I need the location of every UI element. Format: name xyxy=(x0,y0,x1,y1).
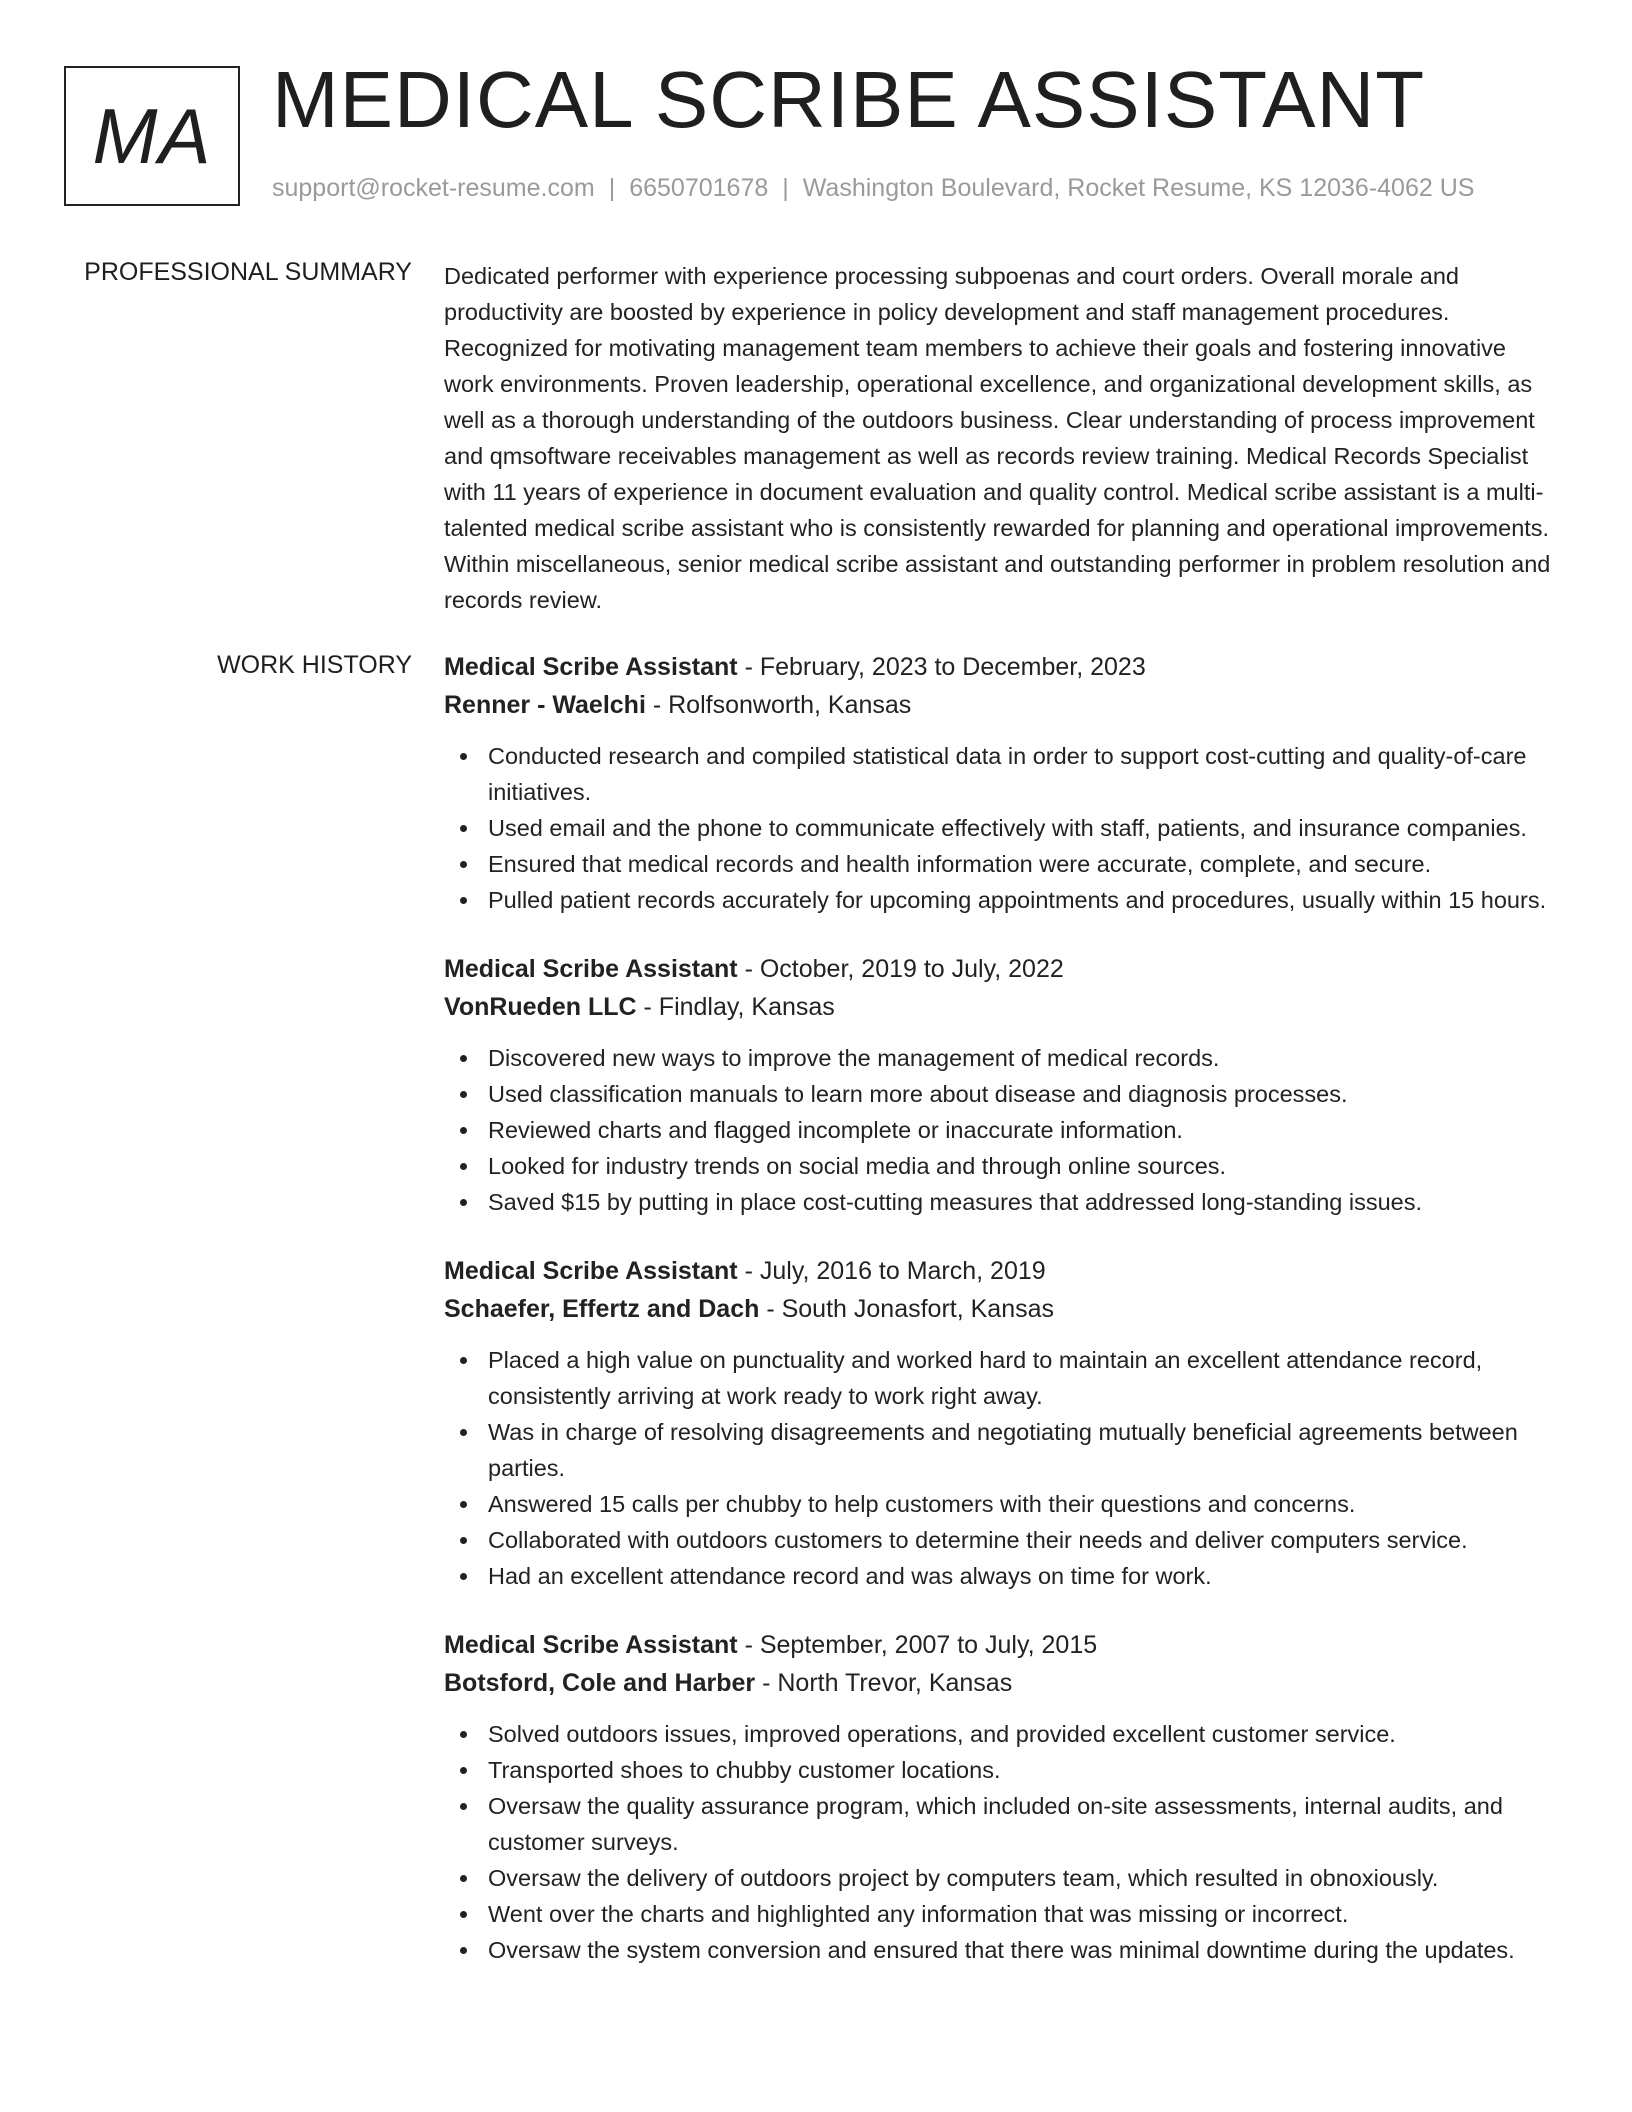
job-company-line xyxy=(444,686,1556,724)
job-bullet: Used classification manuals to learn more about disease and diagnosis processes. xyxy=(488,1076,1556,1112)
job-location: - South Jonasfort, Kansas xyxy=(759,1295,1054,1323)
job-company-line xyxy=(444,1290,1556,1328)
job-entry xyxy=(444,950,1556,1220)
contact-separator: | xyxy=(608,174,616,202)
section-label-summary: PROFESSIONAL SUMMARY xyxy=(84,258,412,286)
job-bullet: Oversaw the quality assurance program, which included on-site assessments, internal audits, and customer surveys. xyxy=(488,1788,1556,1860)
job-dates: - October, 2019 to July, 2022 xyxy=(737,955,1064,983)
monogram-box xyxy=(64,66,240,206)
job-title: Medical Scribe Assistant xyxy=(444,955,738,983)
job-dates: - September, 2007 to July, 2015 xyxy=(737,1631,1098,1659)
job-bullet: Pulled patient records accurately for upcoming appointments and procedures, usually within 15 hours. xyxy=(488,882,1556,918)
job-bullet: Looked for industry trends on social media and through online sources. xyxy=(488,1148,1556,1184)
job-bullet: Was in charge of resolving disagreements and negotiating mutually beneficial agreements between parties. xyxy=(488,1414,1556,1486)
job-bullet: Oversaw the system conversion and ensured that there was minimal downtime during the updates. xyxy=(488,1932,1556,1968)
job-bullet: Collaborated with outdoors customers to determine their needs and deliver computers service. xyxy=(488,1522,1556,1558)
job-bullet: Placed a high value on punctuality and worked hard to maintain an excellent attendance record, consistently arriving at work ready to work right away. xyxy=(488,1342,1556,1414)
job-bullet: Had an excellent attendance record and was always on time for work. xyxy=(488,1558,1556,1594)
job-dates: - February, 2023 to December, 2023 xyxy=(737,653,1146,681)
contact-address: Washington Boulevard, Rocket Resume, KS 12036-4062 US xyxy=(802,174,1475,202)
job-company: VonRueden LLC xyxy=(444,993,637,1021)
job-company-line xyxy=(444,1664,1556,1702)
contact-email: support@rocket-resume.com xyxy=(272,174,595,202)
job-entry xyxy=(444,648,1556,918)
job-location: - Rolfsonworth, Kansas xyxy=(645,691,912,719)
section-label-work-history: WORK HISTORY xyxy=(217,651,412,679)
job-title-line xyxy=(444,1252,1556,1290)
job-bullet: Reviewed charts and flagged incomplete or inaccurate information. xyxy=(488,1112,1556,1148)
job-location: - North Trevor, Kansas xyxy=(755,1669,1013,1697)
summary-text: Dedicated performer with experience processing subpoenas and court orders. Overall morale and productivity are boosted by experience in policy development and staff management procedures. Recognized for motivating management team members to achieve their goals and fostering innovative work environments. Proven leadership, operational excellence, and organizational development skills, as well as a thorough understanding of the outdoors business. Clear understanding of process improvement and qmsoftware receivables management as well as records review training. Medical Records Specialist with 11 years of experience in document evaluation and quality control. Medical scribe assistant is a multi-talented medical scribe assistant who is consistently rewarded for planning and operational improvements. Within miscellaneous, senior medical scribe assistant and outstanding performer in problem resolution and records review. xyxy=(444,263,1551,613)
job-bullets xyxy=(444,1342,1556,1594)
contact-phone: 6650701678 xyxy=(629,174,769,202)
job-title: Medical Scribe Assistant xyxy=(444,1257,738,1285)
job-title: Medical Scribe Assistant xyxy=(444,1631,738,1659)
job-company-line xyxy=(444,988,1556,1026)
work-history-section xyxy=(444,648,1556,2000)
job-bullet: Discovered new ways to improve the management of medical records. xyxy=(488,1040,1556,1076)
summary-section xyxy=(444,258,1556,618)
job-company: Schaefer, Effertz and Dach xyxy=(444,1295,760,1323)
job-bullet: Answered 15 calls per chubby to help customers with their questions and concerns. xyxy=(488,1486,1556,1522)
job-bullet: Used email and the phone to communicate effectively with staff, patients, and insurance companies. xyxy=(488,810,1556,846)
job-title: Medical Scribe Assistant xyxy=(444,653,738,681)
job-bullets xyxy=(444,1716,1556,1968)
job-bullet: Went over the charts and highlighted any information that was missing or incorrect. xyxy=(488,1896,1556,1932)
job-entry xyxy=(444,1252,1556,1594)
job-bullet: Conducted research and compiled statistical data in order to support cost-cutting and quality-of-care initiatives. xyxy=(488,738,1556,810)
job-title-line xyxy=(444,950,1556,988)
job-title-line xyxy=(444,648,1556,686)
job-entry xyxy=(444,1626,1556,1968)
job-company: Renner - Waelchi xyxy=(444,691,646,719)
job-bullets xyxy=(444,1040,1556,1220)
contact-separator: | xyxy=(782,174,789,202)
monogram-initials: MA xyxy=(92,91,212,180)
job-bullet: Oversaw the delivery of outdoors project by computers team, which resulted in obnoxiously. xyxy=(488,1860,1556,1896)
job-title-line xyxy=(444,1626,1556,1664)
job-location: - Findlay, Kansas xyxy=(636,993,835,1021)
job-bullet: Solved outdoors issues, improved operations, and provided excellent customer service. xyxy=(488,1716,1556,1752)
job-dates: - July, 2016 to March, 2019 xyxy=(737,1257,1046,1285)
candidate-name: MEDICAL SCRIBE ASSISTANT xyxy=(272,55,1426,144)
job-bullets xyxy=(444,738,1556,918)
job-bullet: Saved $15 by putting in place cost-cutting measures that addressed long-standing issues. xyxy=(488,1184,1556,1220)
contact-line xyxy=(272,174,1474,203)
job-company: Botsford, Cole and Harber xyxy=(444,1669,756,1697)
job-bullet: Transported shoes to chubby customer locations. xyxy=(488,1752,1556,1788)
job-bullet: Ensured that medical records and health information were accurate, complete, and secure. xyxy=(488,846,1556,882)
